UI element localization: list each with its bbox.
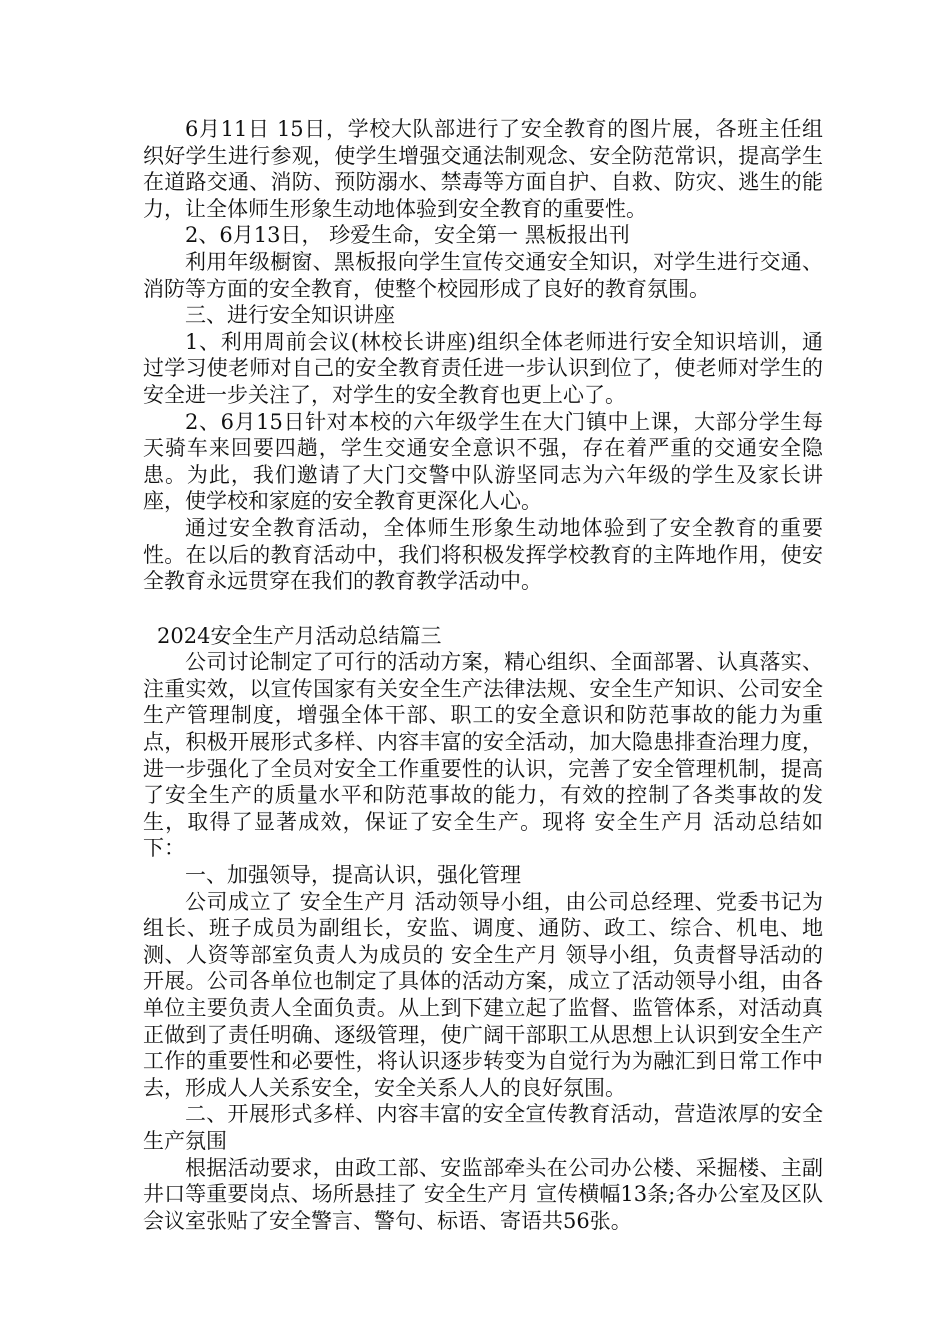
paragraph-photo-exhibition: 6月11日 15日，学校大队部进行了安全教育的图片展，各班主任组织好学生进行参观，使学生增强交通法制观念、安全防范常识，提高学生在道路交通、消防、预防溺水、禁毒等方面自护、自救、防灾、逃生的能力，让全体师生形象生动地体验到安全教育的重要性。 (143, 117, 823, 221)
paragraph-banners: 根据活动要求，由政工部、安监部牵头在公司办公楼、采掘楼、主副井口等重要岗点、场所悬挂了 安全生产月 宣传横幅13条;各办公室及区队会议室张贴了安全警言、警句、标语、寄语共56张。 (143, 1155, 823, 1233)
heading-publicity-activities: 二、开展形式多样、内容丰富的安全宣传教育活动，营造浓厚的安全生产氛围 (143, 1102, 823, 1153)
section-title: 2024安全生产月活动总结篇三 (157, 623, 442, 648)
heading-strengthen-leadership: 一、加强领导，提高认识，强化管理 (185, 863, 521, 888)
paragraph-blackboard-content: 利用年级橱窗、黑板报向学生宣传交通安全知识，对学生进行交通、消防等方面的安全教育，使整个校园形成了良好的教育氛围。 (143, 249, 823, 301)
section-gap (143, 595, 823, 623)
paragraph-leadership-group: 公司成立了 安全生产月 活动领导小组，由公司总经理、党委书记为组长、班子成员为副组长，安监、调度、通防、政工、综合、机电、地测、人资等部室负责人为成员的 安全生产月 领导小组，负责督导活动的开展。公司各单位也制定了具体的活动方案，成立了活动领导小组，由各单位主要负责人全面负责。从上到下建立起了监督、监管体系，对活动真正做到了责任明确、逐级管理，使广阔干部职工从思想上认识到安全生产工作的重要性和必要性，将认识逐步转变为自觉行为为融汇到日常工作中去，形成人人关系安全，安全关系人人的良好氛围。 (143, 889, 823, 1100)
heading-safety-lectures: 三、进行安全知识讲座 (185, 303, 395, 328)
paragraph-company-plan: 公司讨论制定了可行的活动方案，精心组织、全面部署、认真落实、注重实效，以宣传国家有关安全生产法律法规、安全生产知识、公司安全生产管理制度，增强全体干部、职工的安全意识和防范事故的能力为重点，积极开展形式多样、内容丰富的安全活动，加大隐患排查治理力度，进一步强化了全员对安全工作重要性的认识，完善了安全管理机制，提高了安全生产的质量水平和防范事故的能力，有效的控制了各类事故的发生，取得了显著成效，保证了安全生产。现将 安全生产月 活动总结如下： (143, 650, 823, 861)
paragraph-traffic-lecture: 2、6月15日针对本校的六年级学生在大门镇中上课，大部分学生每天骑车来回要四趟，学生交通安全意识不强，存在着严重的交通安全隐患。为此，我们邀请了大门交警中队游坚同志为六年级的学生及家长讲座，使学校和家庭的安全教育更深化人心。 (143, 409, 823, 514)
paragraph-teacher-training: 1、利用周前会议(林校长讲座)组织全体老师进行安全知识培训，通过学习使老师对自己的安全教育责任进一步认识到位了，使老师对学生的安全进一步关注了，对学生的安全教育也更上心了。 (143, 329, 823, 407)
paragraph-conclusion: 通过安全教育活动，全体师生形象生动地体验到了安全教育的重要性。在以后的教育活动中，我们将积极发挥学校教育的主阵地作用，使安全教育永远贯穿在我们的教育教学活动中。 (143, 515, 823, 594)
document-page (143, 116, 823, 1234)
heading-blackboard-newsletter: 2、6月13日， 珍爱生命，安全第一 黑板报出刊 (185, 223, 630, 248)
